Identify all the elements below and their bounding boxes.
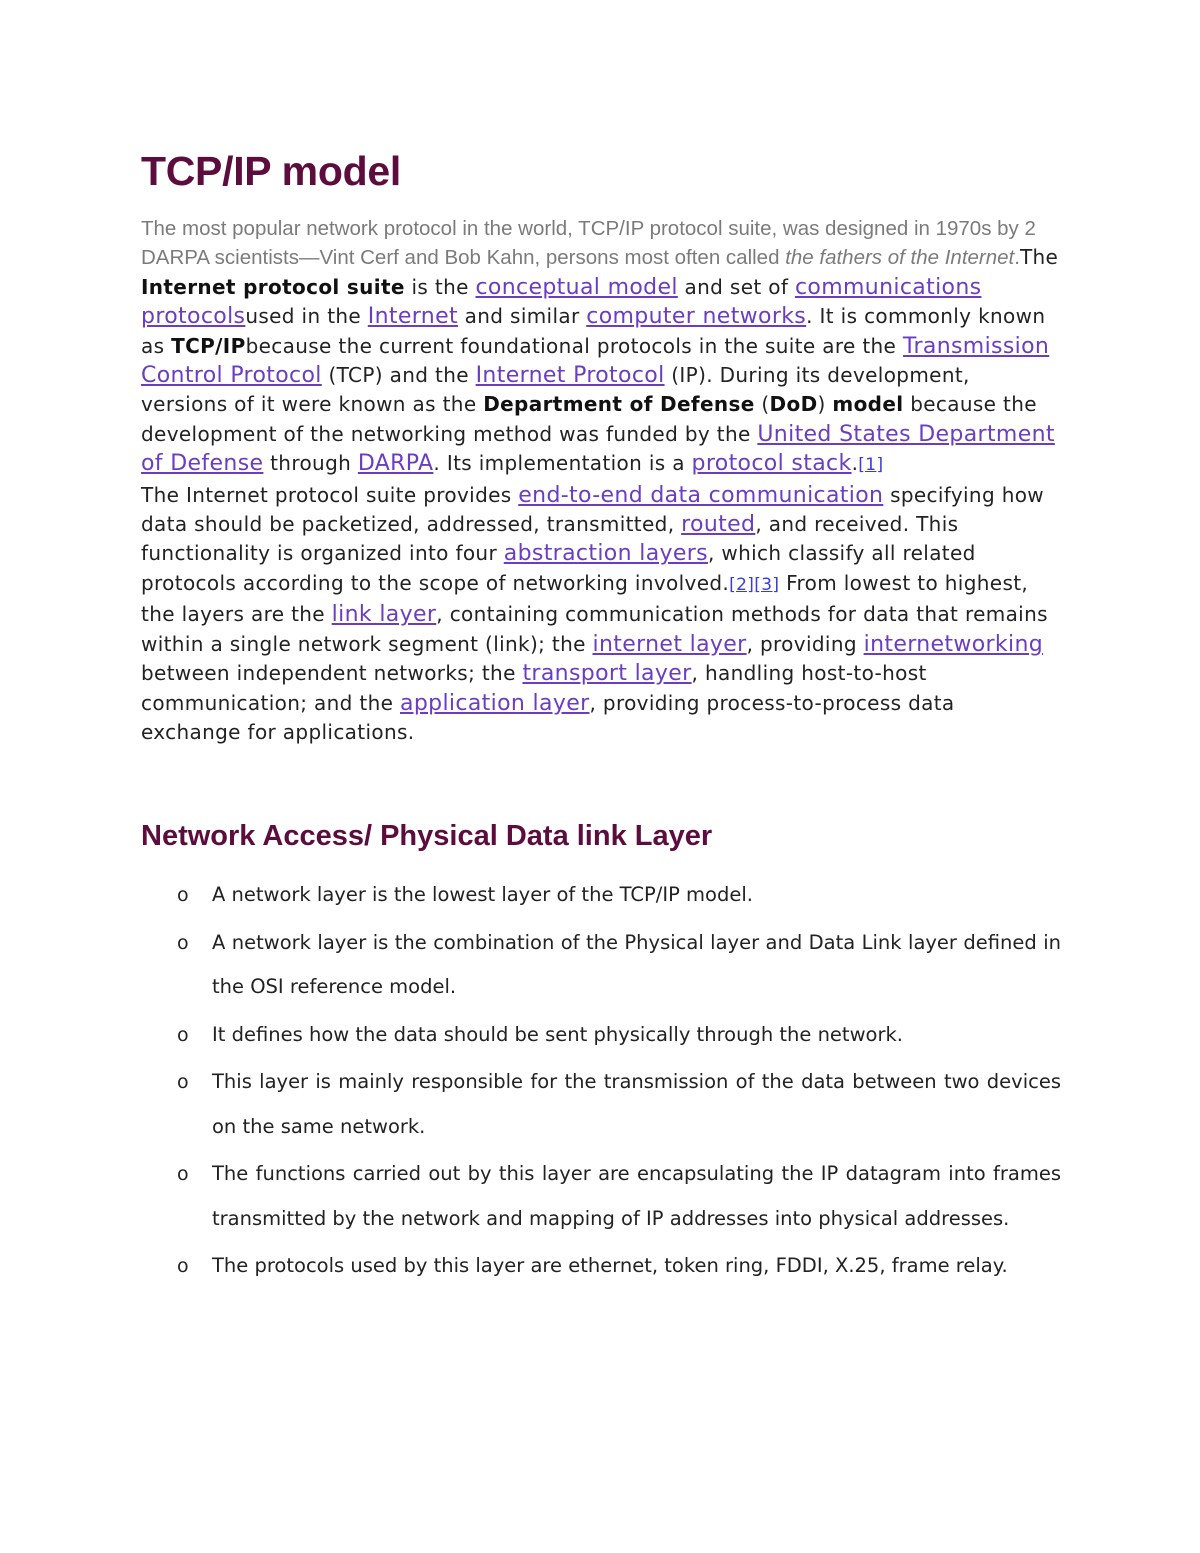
link-internet-protocol[interactable]: Internet Protocol [475, 363, 665, 389]
bullet-marker: o [177, 1023, 189, 1046]
list-item: o A network layer is the combination of the Physical layer and Data Link layer defined in the OSI reference model. [141, 921, 1061, 1010]
link-computer-networks[interactable]: computer networks [586, 304, 807, 330]
reference-1[interactable]: [1] [858, 455, 884, 476]
link-application-layer[interactable]: application layer [399, 690, 590, 716]
bullet-marker: o [177, 884, 189, 906]
list-item: o A network layer is the lowest layer of the TCP/IP model. [141, 873, 1061, 918]
link-communications-protocols[interactable]: communications protocols [141, 274, 982, 330]
reference-3[interactable]: [3] [754, 574, 780, 595]
bullet-marker: o [177, 1071, 189, 1093]
link-link-layer[interactable]: link layer [331, 602, 437, 628]
bullet-marker: o [177, 1255, 189, 1277]
link-abstraction-layers[interactable]: abstraction layers [503, 541, 708, 567]
reference-2[interactable]: [2] [729, 574, 755, 595]
list-item: o The protocols used by this layer are ethernet, token ring, FDDI, X.25, frame relay. [141, 1244, 1061, 1289]
link-conceptual-model[interactable]: conceptual model [475, 274, 678, 300]
link-darpa[interactable]: DARPA [357, 451, 434, 477]
link-internet-layer[interactable]: internet layer [592, 631, 747, 657]
link-routed[interactable]: routed [681, 512, 756, 538]
link-end-to-end-data-communication[interactable]: end-to-end data communication [518, 482, 884, 508]
link-protocol-stack[interactable]: protocol stack [691, 451, 852, 477]
list-item: o The functions carried out by this layer are encapsulating the IP datagram into frames transmitted by the network and mapping of IP addresses into physical addresses. [141, 1152, 1061, 1241]
intro-paragraph: The most popular network protocol in the world, TCP/IP protocol suite, was designed in 1970s by 2 DARPA scientists—Vint Cerf and Bob Kahn, persons most often called the fathers of the Internet.The Internet protocol suite is the conceptual model and set of communications protocolsused in the Internet and similar computer networks. It is commonly known as TCP/IPbecause the current foundational protocols in the suite are the Transmission Control Protocol (TCP) and the Internet Protocol (IP). During its development, versions of it were known as the Department of Defense (DoD) model because the development of the networking method was funded by the United States Department of Defense through DARPA. Its implementation is a protocol stack.[1] The Internet protocol suite provides end-to-end data communication specifying how data should be packetized, addressed, transmitted, routed, and received. This functionality is organized into four abstraction layers, which classify all related protocols according to the scope of networking involved.[2][3] From lowest to highest, the layers are the link layer, containing communication methods for data that remains within a single network segment (link); the internet layer, providing internetworking between independent networks; the transport layer, handling host-to-host communication; and the application layer, providing process-to-process data exchange for applications. [141, 217, 1059, 744]
link-us-department-of-defense[interactable]: United States Department of Defense [141, 421, 1055, 477]
link-internet[interactable]: Internet [367, 304, 458, 330]
intro-gray-text: The most popular network protocol in the world, TCP/IP protocol suite, was designed in 1970s by 2 DARPA scientists—Vint Cerf and Bob Kahn, persons most often called the fathers of the Internet. [141, 217, 1036, 270]
list-item: o It defines how the data should be sent physically through the network. [141, 1013, 1061, 1058]
section-heading: Network Access/ Physical Data link Layer [141, 820, 713, 852]
bullet-list [141, 873, 1061, 1292]
link-transmission-control-protocol[interactable]: Transmission Control Protocol [141, 333, 1050, 389]
page-title: TCP/IP model [141, 148, 401, 194]
link-transport-layer[interactable]: transport layer [522, 661, 692, 687]
bullet-marker: o [177, 1163, 189, 1185]
link-internetworking[interactable]: internetworking [863, 631, 1044, 657]
bullet-marker: o [177, 931, 189, 954]
list-item: o This layer is mainly responsible for the transmission of the data between two devices on the same network. [141, 1060, 1061, 1149]
